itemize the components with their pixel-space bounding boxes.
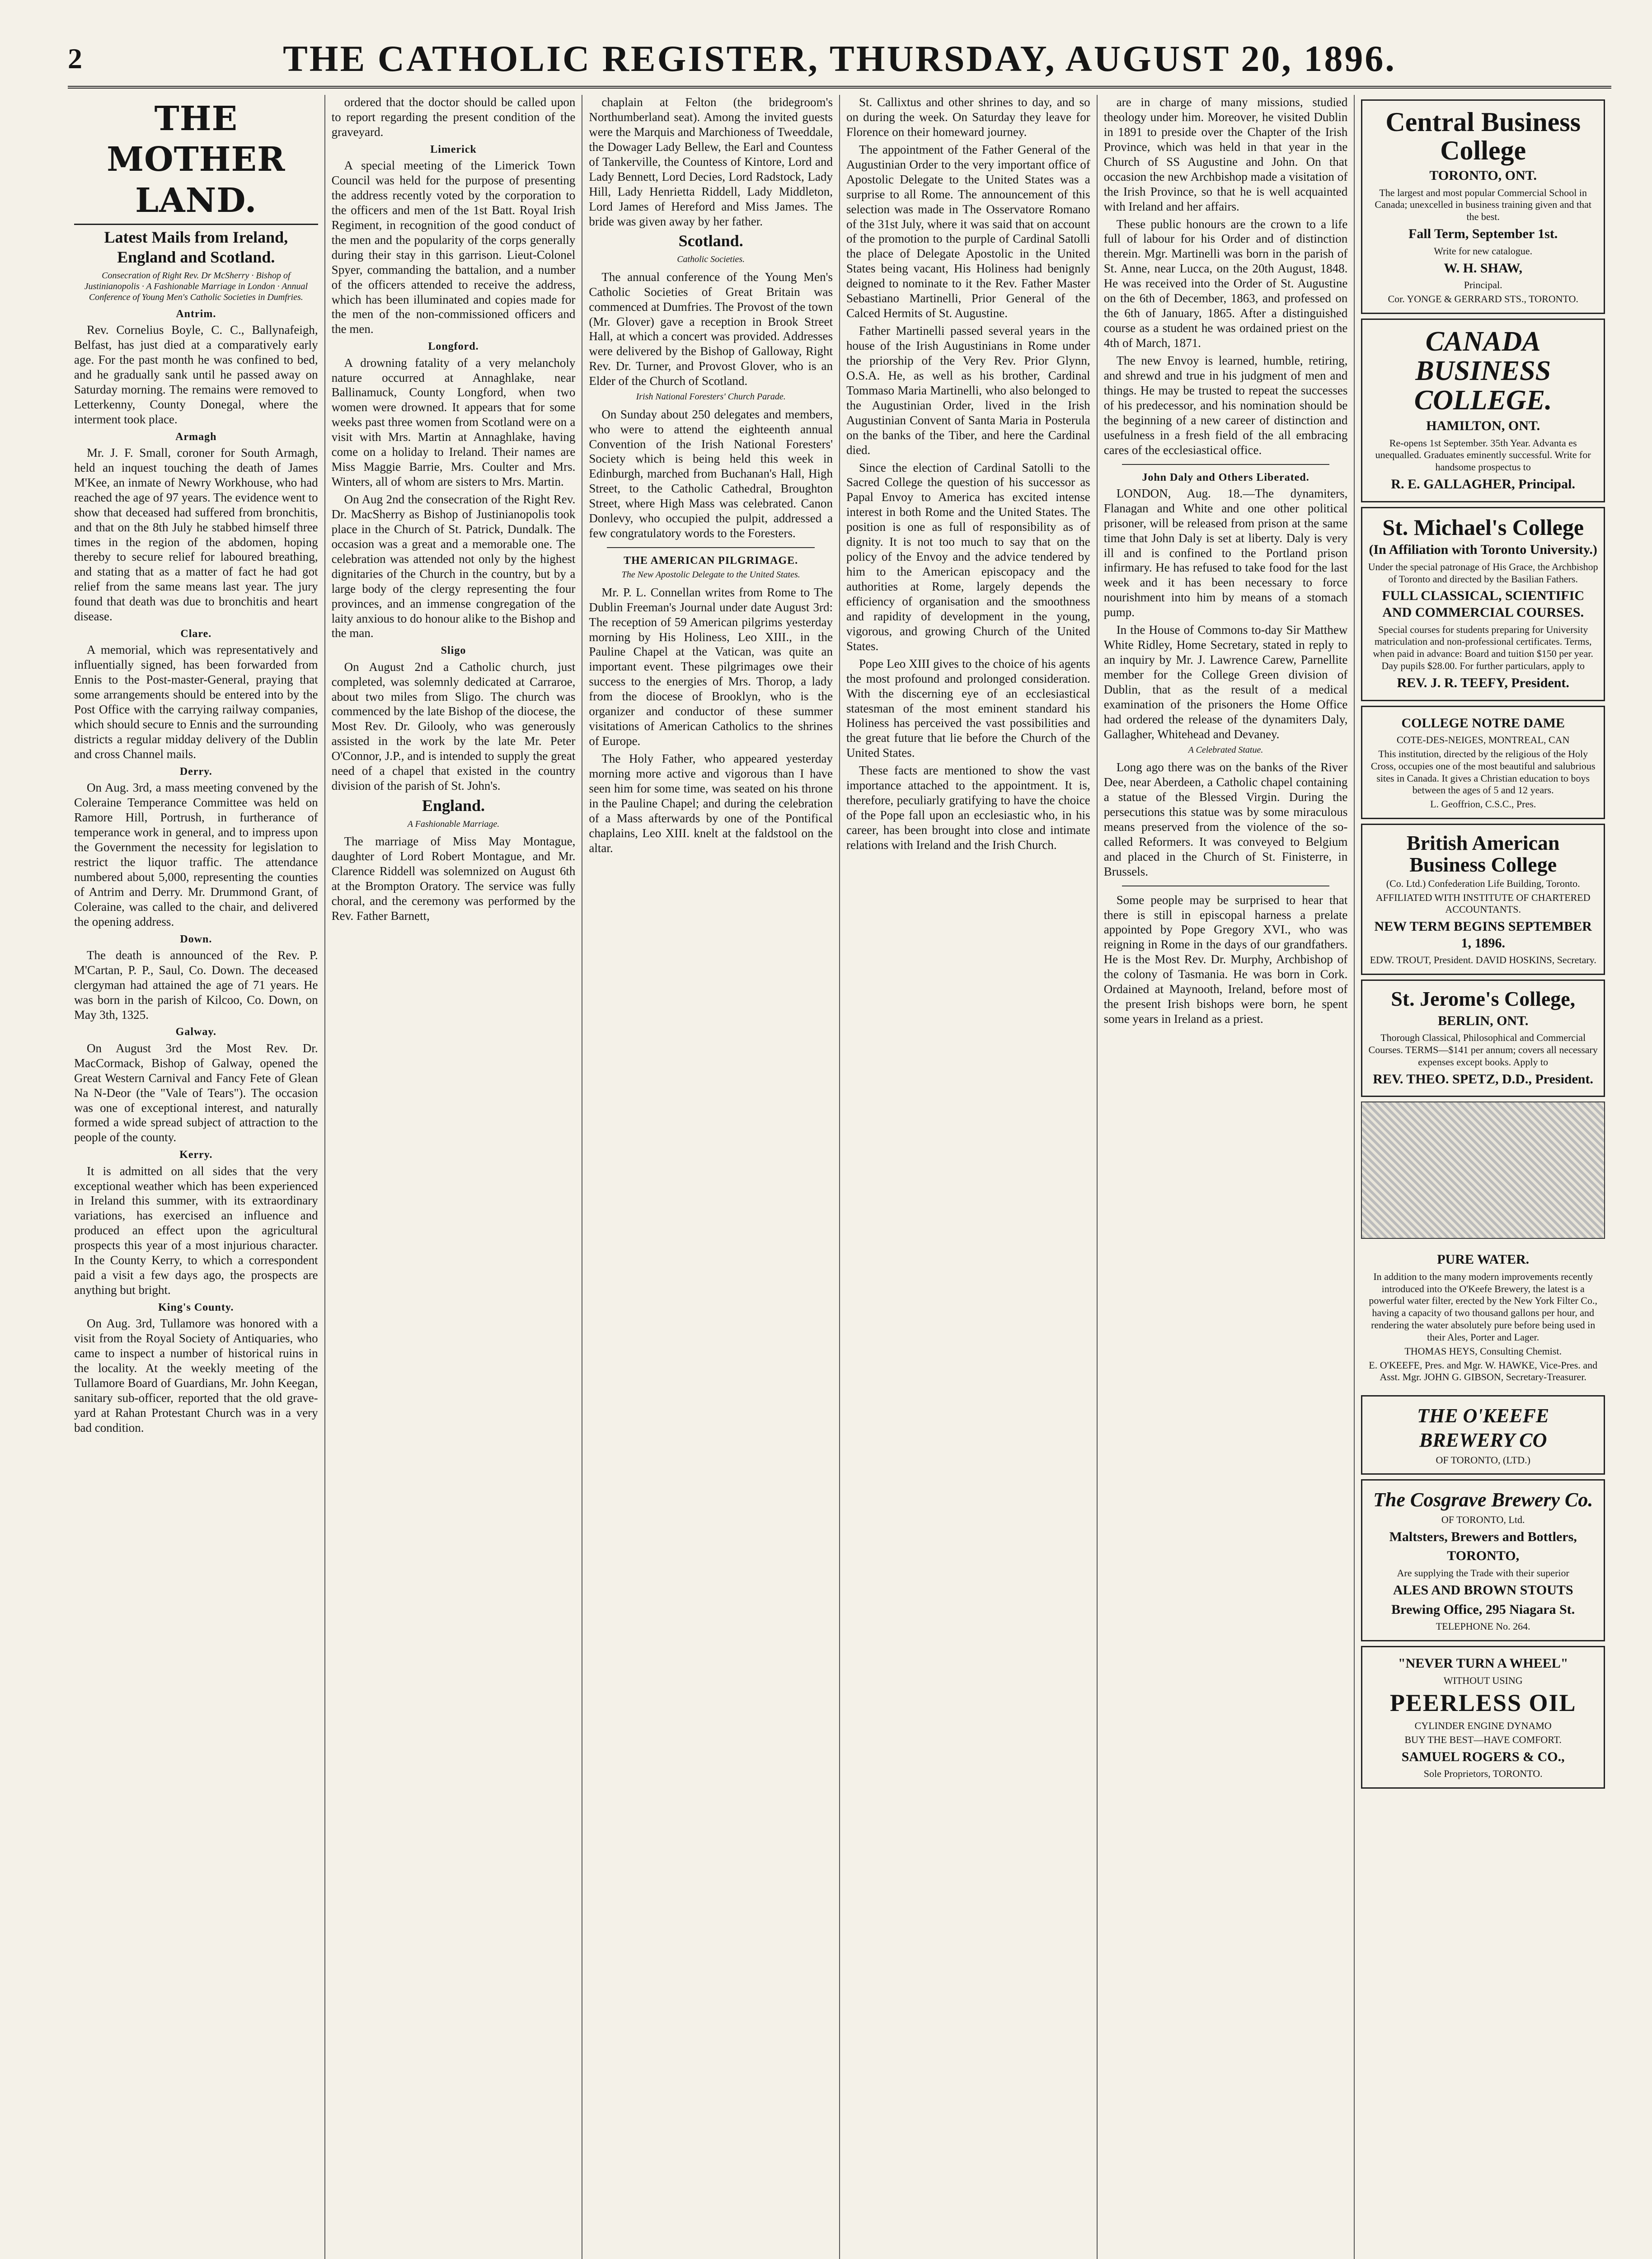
ad-college-notre-dame	[1361, 706, 1605, 820]
ad-central-business-college	[1361, 99, 1605, 314]
ad-principal-role: Principal.	[1464, 279, 1502, 291]
section-title: THE MOTHER LAND.	[74, 98, 318, 225]
column-2	[325, 95, 583, 2259]
ad-city: BERLIN, ONT.	[1438, 1013, 1529, 1028]
subhead-galway: Galway.	[175, 1026, 216, 1038]
ad-products: ALES AND BROWN STOUTS	[1393, 1582, 1573, 1598]
article-paragraph: On Sunday about 250 delegates and members, who were to attend the eighteenth annual Convention of the Irish National Foresters' Society which is being held this week in Edinburgh, marched from Buchanan's Hall, High Street, to the Catholic Cathedral, Broughton Street, where High Mass was celebrated. Canon Donlevy, who occupied the pulpit, addressed a few congratulatory words to the Foresters.	[589, 407, 833, 540]
article-paragraph: On August 3rd the Most Rev. Dr. MacCormack, Bishop of Galway, opened the Great Western Carnival and Fancy Fete of Glean Na N-Deor (the "Vale of Tears"). The occasion was one of exceptional interest, and naturally formed a wide spread subject of attraction to the people of the county.	[74, 1041, 318, 1144]
ad-term: NEW TERM BEGINS SEPTEMBER 1, 1896.	[1374, 919, 1592, 951]
subhead-derry: Derry.	[179, 765, 212, 778]
ad-signature: THOMAS HEYS, Consulting Chemist.	[1404, 1345, 1562, 1357]
ad-text: This institution, directed by the religious of the Holy Cross, occupies one of the most beautiful and salubrious sites in Canada. It gives a Christian education to boys between the ages of 5 and 12 years.	[1370, 748, 1596, 796]
ad-text: Write for new catalogue.	[1434, 245, 1533, 257]
article-paragraph: chaplain at Felton (the bridegroom's Northumberland seat). Among the invited guests were the Marquis and Marchioness of Tweeddale, the Dowager Lady Bellew, the Earl and Countess of Tankerville, the Countess of Kintore, Lord and Lady Bennett, Lord Decies, Lord Radstock, Lady Hill, Lady Henrietta Riddell, Lady Middleton, Lord James of Hereford and Miss James. The bride was given away by her father.	[589, 95, 833, 228]
columns	[68, 95, 1611, 2259]
ad-affiliation: AFFILIATED WITH INSTITUTE OF CHARTERED ACCOUNTANTS.	[1375, 891, 1591, 915]
subhead-marriage: A Fashionable Marriage.	[407, 819, 500, 830]
brewery-illustration	[1361, 1101, 1605, 1239]
headline-deck: Consecration of Right Rev. Dr McSherry · Bishop of Justinianopolis · A Fashionable Marriage in London · Annual Conference of Young Men's Catholic Societies in Dumfries.	[84, 270, 308, 303]
subhead-kerry: Kerry.	[179, 1149, 213, 1161]
article-paragraph: On Aug 2nd the consecration of the Right Rev. Dr. MacSherry as Bishop of Justinianopolis took place in the Church of St. Patrick, Dundalk. The occasion was a great and a memorable one. The celebration was attended not only by the highest dignitaries of the Church in the country, but by a large body of the clergy representing the four provinces, and an immense congregation of the laity anxious to do honour alike to the Bishop and the man.	[331, 492, 576, 640]
ad-president: REV. THEO. SPETZ, D.D., President.	[1373, 1071, 1593, 1087]
ad-title: The Cosgrave Brewery Co.	[1373, 1489, 1593, 1511]
article-paragraph: On August 2nd a Catholic church, just completed, was solemnly dedicated at Carraroe, about two miles from Sligo. The church was commenced by the late Bishop of the diocese, the Most Rev. Dr. Gilooly, who was generously assisted in the work by the late Mr. Peter O'Connor, J.P., and is intended to supply the great need of a chapel that existed in the country division of the parish of St. John's.	[331, 660, 576, 793]
ad-okeefe-brewery	[1361, 1395, 1605, 1475]
article-paragraph: A drowning fatality of a very melancholy nature occurred at Annaghlake, near Ballinamuck, County Longford, when two women were drowned. It appears that for some weeks past three women from Scotland were on a visit with Mrs. Martin at Annaghlake, having come on a holiday to Ireland. Their names are Miss Maggie Barrie, Mrs. Coulter and Mrs. Winters, all of whom are sisters to Mrs. Martin.	[331, 356, 576, 489]
ad-city: TORONTO,	[1447, 1548, 1520, 1564]
article-paragraph: A special meeting of the Limerick Town Council was held for the purpose of presenting the address recently voted by the corporation to the officers and men of the 1st Batt. Royal Irish Regiment, in recognition of the good conduct of the men and the popularity of the corps generally during their stay in this garrison. Lieut-Colonel Spyer, commanding the battalion, and a number of the officers attended to receive the address, which has been illuminated and copies made for the men of the non-commissioned officers and the men.	[331, 159, 576, 336]
page-number: 2	[68, 42, 82, 75]
divider	[1122, 464, 1330, 465]
ad-affiliation: (In Affiliation with Toronto University.)	[1369, 542, 1597, 558]
article-paragraph: The annual conference of the Young Men's Catholic Societies of Great Britain was commenced at Dumfries. The Provost of the town (Mr. Glover) gave a reception in Brook Street Hall, at which a concert was provided. Addresses were delivered by the Bishop of Galloway, Right Rev. Dr. Turner, and Provost Glover, who is an Elder of the Church of Scotland.	[589, 270, 833, 388]
article-paragraph: Some people may be surprised to hear that there is still in episcopal harness a prelate appointed by Pope Gregory XVI., who was reigning in Rome in the days of our grandfathers. He is the Most Rev. Dr. Murphy, Archbishop of the colony of Tasmania. He was born in Cork. Ordained at Maynooth, Ireland, before most of the present Irish bishops were born, he spent some years in Ireland as a priest.	[1103, 893, 1348, 1026]
subhead-down: Down.	[180, 933, 212, 945]
ad-president: REV. J. R. TEEFY, President.	[1397, 675, 1569, 690]
ad-courses: FULL CLASSICAL, SCIENTIFIC AND COMMERCIAL COURSES.	[1382, 588, 1585, 620]
article-paragraph: Since the election of Cardinal Satolli to the Sacred College the question of his successor as Papal Envoy to America has excited intense interest in both Rome and the United States. The position is one as full of responsibility as of dignity. It is not too much to say that on the policy of the Envoy and the advice tendered by him to the American episcopacy and the authorities at Rome, largely depends the efficiency of organisation and the smoothness and rapidity of development in the young, vigorous, and growing Church of the United States.	[846, 460, 1090, 653]
article-paragraph: The marriage of Miss May Montague, daughter of Lord Robert Montague, and Mr. Clarence Riddell was solemnized on August 6th at the Brompton Oratory. The service was fully choral, and the ceremony was performed by the Rev. Father Barnett,	[331, 834, 576, 923]
subhead-sligo: Sligo	[441, 645, 466, 657]
ad-term: Fall Term, September 1st.	[1408, 226, 1558, 242]
subhead-kings-county: King's County.	[158, 1302, 234, 1314]
ad-text: Thorough Classical, Philosophical and Commercial Courses. TERMS—$141 per annum; covers all necessary expenses except books. Apply to	[1368, 1032, 1598, 1068]
advertisement-column	[1355, 95, 1611, 2259]
ad-title: CANADA BUSINESS COLLEGE.	[1414, 326, 1552, 416]
ad-brand: PEERLESS OIL	[1389, 1689, 1577, 1717]
ad-title: PURE WATER.	[1437, 1252, 1530, 1267]
ad-text: In addition to the many modern improvements recently introduced into the O'Keefe Brewery, the latest is a powerful water filter, erected by the New York Filter Co., having a capacity of two thousand gallons per hour, and rendering the water absolutely pure before being used in their Ales, Porter and Lager.	[1369, 1270, 1597, 1343]
ad-buy: BUY THE BEST—HAVE COMFORT.	[1404, 1734, 1562, 1746]
ad-text: Special courses for students preparing for University matriculation and non-professional certificates. Terms, when paid in advance: Board and tuition $150 per year. Day pupils $28.00. For further particulars, apply to	[1373, 623, 1593, 672]
ad-text: The largest and most popular Commercial School in Canada; unexcelled in business training given and that the best.	[1375, 187, 1591, 223]
ad-title: St. Michael's College	[1382, 514, 1584, 540]
column-5	[1098, 95, 1355, 2259]
ad-pure-water	[1361, 1243, 1605, 1391]
ad-canada-business-college	[1361, 319, 1605, 502]
section-england: England.	[422, 797, 485, 815]
ad-cosgrave-brewery	[1361, 1479, 1605, 1641]
ad-title: Central Business College	[1385, 107, 1581, 165]
ad-principal: R. E. GALLAGHER, Principal.	[1391, 477, 1575, 492]
ad-kinds: CYLINDER ENGINE DYNAMO	[1414, 1720, 1552, 1732]
article-paragraph: Father Martinelli passed several years in the house of the Irish Augustinians in Rome under the priorship of the Very Rev. Prior Glynn, O.S.A. He, as well as his brother, Cardinal Tommaso Maria Martinelli, who also belonged to the Augustinian Order, lived in the Irish Augustinian Convent of Santa Maria in Posterula on the banks of the Tiber, and here the Cardinal died.	[846, 324, 1090, 457]
headline: Latest Mails from Ireland, England and Scotland.	[104, 228, 288, 266]
ad-maker: SAMUEL ROGERS & CO.,	[1401, 1749, 1565, 1764]
article-paragraph: On Aug. 3rd, a mass meeting convened by the Coleraine Temperance Committee was held on Ramore Hill, Portrush, in furtherance of temperance work in general, and to impress upon the Government the necessity for legislation to restrict the liquor traffic. The attendance numbered about 5,000, representing the counties of Antrim and Derry. Mr. Drummond Grant, of Coleraine, was called to the chair, and delivered the opening address.	[74, 781, 318, 928]
subhead-limerick: Limerick	[430, 143, 477, 155]
ad-address: Cor. YONGE & GERRARD STS., TORONTO.	[1388, 293, 1578, 305]
ad-subtitle: (Co. Ltd.) Confederation Life Building, Toronto.	[1386, 877, 1580, 889]
ad-phone: TELEPHONE No. 264.	[1436, 1621, 1530, 1632]
article-paragraph: ordered that the doctor should be called upon to report regarding the present condition of the graveyard.	[331, 95, 576, 139]
ad-subtitle: WITHOUT USING	[1443, 1674, 1523, 1686]
ad-principal: W. H. SHAW,	[1444, 260, 1523, 276]
article-paragraph: In the House of Commons to-day Sir Matthew White Ridley, Home Secretary, stated in reply to an inquiry by Mr. J. Lawrence Carew, Parnellite member for the College Green division of Dublin, that as the result of a medical examination of the prisoners the Home Office had ordered the release of the dynamiters Daly, Gallagher, Whitehead and Devaney.	[1103, 623, 1348, 741]
subhead-antrim: Antrim.	[176, 308, 216, 320]
ad-city: TORONTO, ONT.	[1429, 168, 1537, 183]
headline-daly: John Daly and Others Liberated.	[1142, 471, 1309, 483]
article-paragraph: These public honours are the crown to a life full of labour for his Order and of distinction therein. Mgr. Martinelli was born in the parish of St. Anne, near Lucca, on the 20th August, 1848. He was received into the Order of St. Augustine on the 6th of December, 1863, and professed on the 6th of January, 1865. After a distinguished course as a student he was ordained priest on the 4th of March, 1871.	[1103, 217, 1348, 350]
divider	[607, 547, 815, 548]
ad-office: Brewing Office, 295 Niagara St.	[1391, 1602, 1575, 1617]
article-paragraph: Long ago there was on the banks of the River Dee, near Aberdeen, a Catholic chapel containing a statue of the Blessed Virgin. During the persecutions this statue was by some miraculous means preserved from the violence of the so-called Reformers. It was conveyed to Belgium and placed in the Church of St. Finisterre, in Brussels.	[1103, 760, 1348, 878]
newspaper-title: THE CATHOLIC REGISTER, THURSDAY, AUGUST 20, 1896.	[283, 38, 1396, 79]
ad-title: COLLEGE NOTRE DAME	[1401, 715, 1565, 731]
article-paragraph: The appointment of the Father General of the Augustinian Order to the very important office of Apostolic Delegate to the United States was a surprise to all Rome. The announcement of this selection was made in The Osservatore Romano of the 31st July, where it was said that on account of the promotion to the purple of Cardinal Satolli the place of Delegate Apostolic in the United States being vacant, His Holiness had benignly deigned to nominate to it the Rev. Father Master Sebastiano Martinelli, Prior General of the Calced Hermits of St. Augustine.	[846, 142, 1090, 320]
article-paragraph: A memorial, which was representatively and influentially signed, has been forwarded from Ennis to the Post-master-General, praying that some arrangements should be entered into by the Post Office with the carrying railway companies, which should secure to Ennis and the surrounding districts a regular midday delivery of the Dublin and cross Channel mails.	[74, 643, 318, 761]
ad-slogan: "NEVER TURN A WHEEL"	[1398, 1655, 1568, 1671]
article-paragraph: The Holy Father, who appeared yesterday morning more active and vigorous than I have seen him for some time, was seated on his throne in the Pauline Chapel; and during the celebration of a Mass afterwards by one of the Pontifical chaplains, Leo XIII. knelt at the faldstool on the altar.	[589, 752, 833, 855]
ad-president: L. Geoffrion, C.S.C., Pres.	[1430, 798, 1536, 810]
section-scotland: Scotland.	[678, 232, 743, 250]
article-paragraph: Rev. Cornelius Boyle, C. C., Ballynafeigh, Belfast, has just died at a comparatively early age. For the past month he was confined to bed, and he gradually sank until he passed away on Saturday morning. The remains were removed to Letterkenny, County Donegal, where the interment took place.	[74, 323, 318, 426]
article-paragraph: Mr. P. L. Connellan writes from Rome to The Dublin Freeman's Journal under date August 3rd: The reception of 59 American pilgrims yesterday morning by His Holiness, Leo XIII., in the Pauline Chapel at the Vatican, was quite an important event. These pilgrimages owe their success to the energies of Mrs. Thorop, a lady from the diocese of Brooklyn, who is the organizer and conductor of these summer visitations of American Catholics to the shrines of Europe.	[589, 585, 833, 748]
article-paragraph: The new Envoy is learned, humble, retiring, and shrewd and true in his judgment of men and things. He may be trusted to repeat the successes of his predecessor, and his nomination should be the beginning of a new career of distinction and usefulness in a fresh field of the all embracing cares of the ecclesiastical office.	[1103, 353, 1348, 457]
ad-names: EDW. TROUT, President. DAVID HOSKINS, Secretary.	[1370, 954, 1596, 966]
column-1	[68, 95, 325, 2259]
ad-maker-sub: Sole Proprietors, TORONTO.	[1423, 1768, 1543, 1780]
ad-british-american-business-college	[1361, 824, 1605, 975]
article-paragraph: are in charge of many missions, studied theology under him. Moreover, he visited Dublin in 1891 to preside over the Chapter of the Irish Province, which was held in that year in the Church of SS Augustine and John. On that occasion the new Archbishop made a visitation of the Irish Province, so that he is well acquainted with Ireland and her affairs.	[1103, 95, 1348, 213]
ad-title: THE O'KEEFE BREWERY CO	[1417, 1405, 1549, 1451]
subhead-clare: Clare.	[180, 628, 212, 640]
article-paragraph: The death is announced of the Rev. P. M'Cartan, P. P., Saul, Co. Down. The deceased clergyman had attained the age of 71 years. He was born in the parish of Kilcoo, Co. Down, on May 3th, 1325.	[74, 948, 318, 1022]
subhead-foresters: Irish National Foresters' Church Parade.	[636, 392, 786, 402]
subhead-armagh: Armagh	[175, 431, 217, 443]
article-paragraph: St. Callixtus and other shrines to day, and so on during the week. On Saturday they leave for Florence on their homeward journey.	[846, 95, 1090, 139]
article-paragraph: It is admitted on all sides that the very exceptional weather which has been experienced in Ireland this summer, with its extraordinary variations, has exercised an influence and produced an effect upon the agricultural prospects this year of a most injurious character. In the County Kerry, to which a correspondent paid a visit a few days ago, the prospects are anything but bright.	[74, 1164, 318, 1297]
article-paragraph: LONDON, Aug. 18.—The dynamiters, Flanagan and White and one other political prisoner, will be released from prison at the same time that John Daly is set at liberty. Daly is very ill and is confined to the Portland prison infirmary. He has refused to take food for the last week and it has been necessary to force nourishment into him by means of a stomach pump.	[1103, 486, 1348, 619]
masthead	[68, 32, 1611, 89]
subhead-catholic-societies: Catholic Societies.	[677, 254, 745, 265]
ad-text: Re-opens 1st September. 35th Year. Advanta es unequalled. Graduates eminently successful. Write for handsome prospectus to	[1375, 437, 1591, 473]
subhead-statue: A Celebrated Statue.	[1188, 745, 1263, 755]
ad-subtitle: OF TORONTO, Ltd.	[1441, 1514, 1525, 1526]
article-paragraph: On Aug. 3rd, Tullamore was honored with a visit from the Royal Society of Antiquaries, who came to inspect a number of historical ruins in the locality. At the weekly meeting of the Tullamore Board of Guardians, Mr. John Keegan, sanitary sub-officer, reported that the old grave-yard at Rahan Protestant Church was in a very bad condition.	[74, 1317, 318, 1434]
article-paragraph: These facts are mentioned to show the vast importance attached to the appointment. It is, therefore, peculiarly gratifying to have the choice of the Pope fall upon an ecclesiastic who, in his career, has been brought into close and intimate relations with Ireland and the Irish Church.	[846, 764, 1090, 852]
ad-city: HAMILTON, ONT.	[1426, 418, 1540, 434]
article-paragraph: Mr. J. F. Small, coroner for South Armagh, held an inquest touching the death of James M'Kee, an inmate of Newry Workhouse, who had reached the age of 97 years. The evidence went to show that deceased had suffered from bronchitis, and that on the 8th July he stabbed himself three times in the region of the abdomen, hoping thereby to secure relief for laboured breathing, and stating that as a matter of fact he had got relief from the same means last year. The jury found that death was due to bronchitis and heart disease.	[74, 445, 318, 623]
ad-subtitle: OF TORONTO, (LTD.)	[1436, 1454, 1530, 1466]
ad-title: British American Business College	[1406, 831, 1560, 876]
ad-title: St. Jerome's College,	[1391, 987, 1576, 1011]
article-paragraph: Pope Leo XIII gives to the choice of his agents the most profound and prolonged consideration. With the discerning eye of an ecclesiastical statesman of the most eminent standard his Holiness has perceived the vast possibilities and the great future that lie before the Church of the United States.	[846, 656, 1090, 760]
ad-text: Under the special patronage of His Grace, the Archbishop of Toronto and directed by the Basilian Fathers.	[1368, 561, 1598, 585]
ad-officers: E. O'KEEFE, Pres. and Mgr. W. HAWKE, Vice-Pres. and Asst. Mgr. JOHN G. GIBSON, Secretary-Treasurer.	[1369, 1359, 1598, 1383]
ad-st-jeromes-college	[1361, 980, 1605, 1097]
headline-pilgrimage: THE AMERICAN PILGRIMAGE.	[624, 555, 798, 567]
ad-st-michaels-college	[1361, 507, 1605, 701]
subhead-longford: Longford.	[428, 341, 479, 353]
ad-place: COTE-DES-NEIGES, MONTREAL, CAN	[1396, 734, 1570, 746]
column-3	[582, 95, 840, 2259]
ad-line: Are supplying the Trade with their superior	[1397, 1567, 1569, 1579]
subhead-delegate: The New Apostolic Delegate to the United States.	[621, 570, 800, 580]
column-4	[840, 95, 1098, 2259]
ad-peerless-oil	[1361, 1646, 1605, 1789]
ad-line: Maltsters, Brewers and Bottlers,	[1389, 1529, 1577, 1544]
